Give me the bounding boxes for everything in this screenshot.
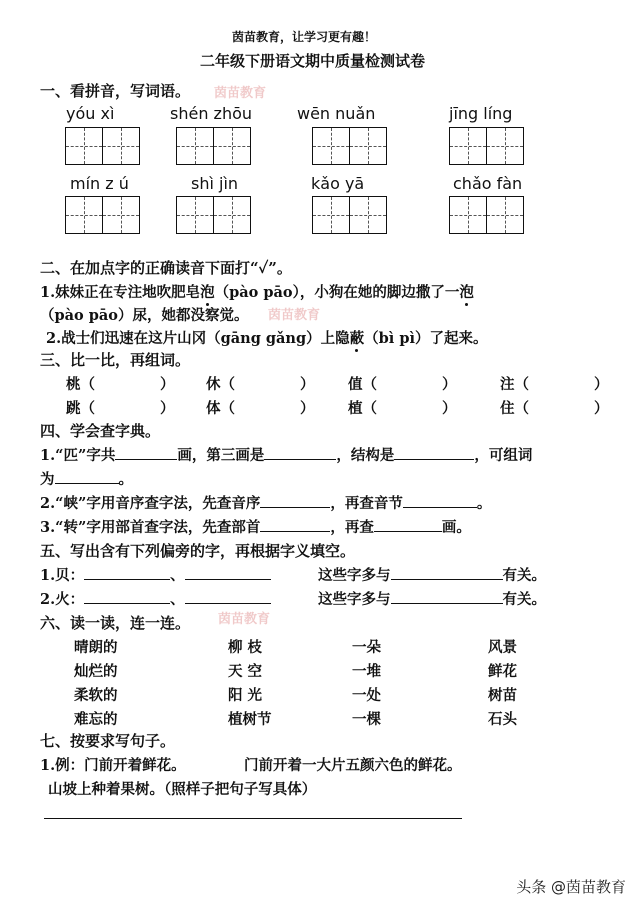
question-4-3 xyxy=(40,516,471,537)
answer-blank[interactable] xyxy=(185,589,271,604)
separator: 、 xyxy=(170,591,185,608)
answer-blank[interactable] xyxy=(403,493,477,508)
tianzige-box[interactable] xyxy=(176,127,251,165)
answer-blank[interactable] xyxy=(185,565,271,580)
text: 1.妹妹正在专注地吹肥皂 xyxy=(40,284,201,301)
text: 有关。 xyxy=(502,591,546,608)
text: ，结构是 xyxy=(336,447,395,464)
dotted-char: 泡 xyxy=(459,281,474,302)
match-item[interactable]: 晴朗的 xyxy=(74,639,118,656)
match-item[interactable]: 一棵 xyxy=(352,711,381,728)
compare-item[interactable]: 值（ xyxy=(348,376,377,393)
text: 2.“峡”字用音序查字法，先查音序 xyxy=(40,495,261,512)
close-paren: ） xyxy=(300,400,315,417)
pinyin-label: shén zhōu xyxy=(170,104,253,123)
text: 有关。 xyxy=(502,567,546,584)
match-item[interactable]: 灿烂的 xyxy=(74,663,118,680)
text: 画，第三画是 xyxy=(177,447,265,464)
text: 1.贝： xyxy=(40,567,85,584)
compare-item[interactable]: 植（ xyxy=(348,400,377,417)
match-item[interactable]: 植树节 xyxy=(228,711,272,728)
match-item[interactable]: 一堆 xyxy=(352,663,381,680)
pinyin-label: jīng líng xyxy=(449,104,513,123)
close-paren: ） xyxy=(594,400,609,417)
question-7-1-model: 门前开着一大片五颜六色的鲜花。 xyxy=(244,757,462,774)
question-5-1-tail xyxy=(318,564,546,585)
watermark: 茵苗教育 xyxy=(218,612,271,627)
header-slogan: 茵苗教育，让学习更有趣！ xyxy=(232,30,377,44)
text: （pào pāo），小狗在她的脚边撒了一 xyxy=(214,284,460,301)
page-title: 二年级下册语文期中质量检测试卷 xyxy=(200,52,426,70)
close-paren: ） xyxy=(160,400,175,417)
answer-blank[interactable] xyxy=(374,517,442,532)
text: 画。 xyxy=(441,519,471,536)
answer-blank[interactable] xyxy=(260,517,330,532)
question-4-1 xyxy=(40,444,532,465)
compare-item[interactable]: 体（ xyxy=(206,400,235,417)
question-4-1-line2 xyxy=(40,468,133,489)
answer-blank[interactable] xyxy=(115,445,177,460)
watermark: 茵苗教育 xyxy=(268,308,321,323)
question-4-2 xyxy=(40,492,491,513)
answer-blank[interactable] xyxy=(391,589,503,604)
answer-blank[interactable] xyxy=(391,565,503,580)
match-item[interactable]: 柳 枝 xyxy=(228,639,263,656)
pinyin-label: yóu xì xyxy=(66,104,115,123)
pinyin-label: mín z ú xyxy=(70,174,129,193)
text: 这些字多与 xyxy=(318,591,391,608)
dotted-char: 泡 xyxy=(200,281,215,302)
text: 。 xyxy=(118,471,133,488)
pinyin-label: kǎo yā xyxy=(311,174,365,193)
match-item[interactable]: 一朵 xyxy=(352,639,381,656)
text: ，再查音节 xyxy=(330,495,403,512)
pinyin-label: shì jìn xyxy=(191,174,239,193)
section-3-heading: 三、比一比，再组词。 xyxy=(40,351,191,369)
tianzige-box[interactable] xyxy=(449,196,524,234)
match-item[interactable]: 鲜花 xyxy=(488,663,517,680)
answer-blank[interactable] xyxy=(394,445,474,460)
tianzige-box[interactable] xyxy=(65,127,140,165)
close-paren: ） xyxy=(442,400,457,417)
answer-blank[interactable] xyxy=(84,565,170,580)
match-item[interactable]: 难忘的 xyxy=(74,711,118,728)
tianzige-box[interactable] xyxy=(312,196,387,234)
section-5-heading: 五、写出含有下列偏旁的字，再根据字义填空。 xyxy=(40,542,356,560)
compare-item[interactable]: 桃（ xyxy=(66,376,95,393)
tianzige-box[interactable] xyxy=(65,196,140,234)
footer-source: 头条 @茵苗教育 xyxy=(516,878,626,896)
tianzige-box[interactable] xyxy=(449,127,524,165)
text: 这些字多与 xyxy=(318,567,391,584)
section-2-heading: 二、在加点字的正确读音下面打“✓”。 xyxy=(40,259,292,277)
text: 1.“匹”字共 xyxy=(40,447,116,464)
question-5-2-tail xyxy=(318,588,546,609)
pinyin-label: wēn nuǎn xyxy=(297,104,376,123)
question-5-1 xyxy=(40,564,271,585)
compare-item[interactable]: 注（ xyxy=(500,376,529,393)
match-item[interactable]: 树苗 xyxy=(488,687,517,704)
answer-blank[interactable] xyxy=(260,493,330,508)
text: （bì pì）了起来。 xyxy=(364,330,488,347)
text: ，可组词 xyxy=(474,447,533,464)
answer-line[interactable] xyxy=(44,818,462,819)
close-paren: ） xyxy=(300,376,315,393)
dotted-char: 蔽 xyxy=(350,327,365,348)
tianzige-box[interactable] xyxy=(176,196,251,234)
separator: 、 xyxy=(170,567,185,584)
close-paren: ） xyxy=(594,376,609,393)
question-7-1-example: 1.例：门前开着鲜花。 xyxy=(40,757,186,774)
text: 。 xyxy=(476,495,492,512)
match-item[interactable]: 阳 光 xyxy=(228,687,263,704)
compare-item[interactable]: 住（ xyxy=(500,400,529,417)
text: 为 xyxy=(40,471,55,488)
answer-blank[interactable] xyxy=(264,445,336,460)
question-2-1 xyxy=(40,281,474,302)
watermark: 茵苗教育 xyxy=(214,86,267,101)
text: 2.火： xyxy=(40,591,85,608)
section-4-heading: 四、学会查字典。 xyxy=(40,422,161,440)
match-item[interactable]: 风景 xyxy=(488,639,517,656)
match-item[interactable]: 柔软的 xyxy=(74,687,118,704)
section-1-heading: 一、看拼音，写词语。 xyxy=(40,82,191,100)
compare-item[interactable]: 休（ xyxy=(206,376,235,393)
pinyin-label: chǎo fàn xyxy=(453,174,523,193)
match-item[interactable]: 天 空 xyxy=(228,663,263,680)
match-item[interactable]: 石头 xyxy=(488,711,517,728)
tianzige-box[interactable] xyxy=(312,127,387,165)
question-2-1-line2: （pào pāo）尿，她都没察觉。 xyxy=(40,307,249,324)
section-6-heading: 六、读一读，连一连。 xyxy=(40,614,191,632)
question-7-1-prompt: 山坡上种着果树。（照样子把句子写具体） xyxy=(48,781,317,798)
close-paren: ） xyxy=(442,376,457,393)
section-7-heading: 七、按要求写句子。 xyxy=(40,732,176,750)
question-2-2 xyxy=(46,327,487,348)
question-5-2 xyxy=(40,588,271,609)
match-item[interactable]: 一处 xyxy=(352,687,381,704)
text: 2.战士们迅速在这片山冈（gāng gǎng）上隐 xyxy=(46,330,350,347)
close-paren: ） xyxy=(160,376,175,393)
answer-blank[interactable] xyxy=(55,469,119,484)
text: ，再查 xyxy=(330,519,374,536)
text: 3.“转”字用部首查字法，先查部首 xyxy=(40,519,261,536)
compare-item[interactable]: 跳（ xyxy=(66,400,95,417)
answer-blank[interactable] xyxy=(84,589,170,604)
